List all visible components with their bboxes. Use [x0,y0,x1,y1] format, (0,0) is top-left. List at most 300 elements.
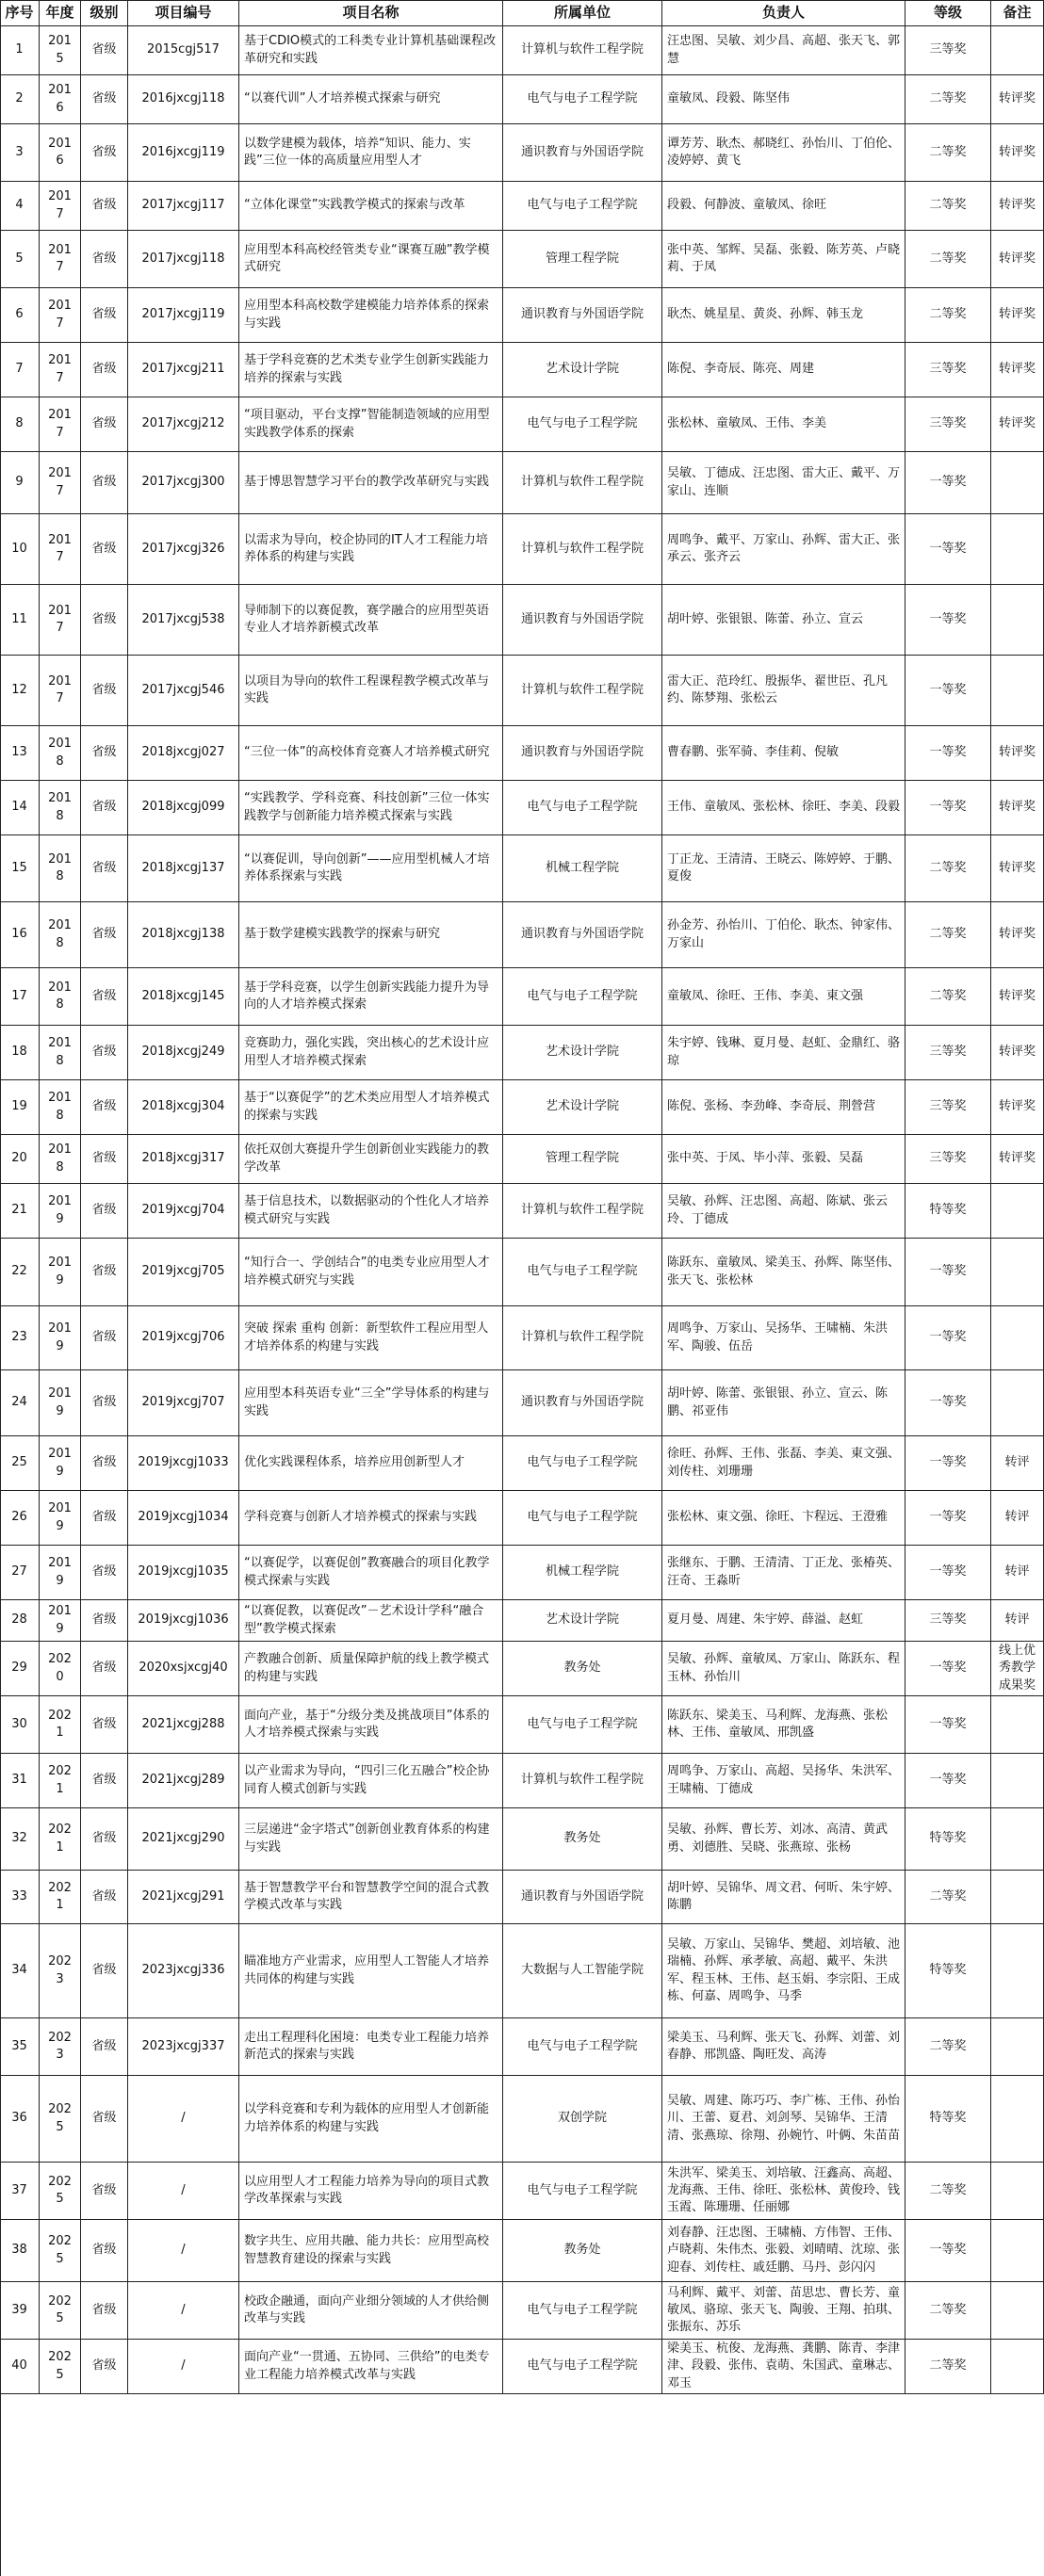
table-cell-project-name: 以数学建模为载体，培养“知识、能力、实践”三位一体的高质量应用型人才 [239,124,503,182]
table-cell-level: 省级 [81,1370,128,1436]
table-cell-award-grade: 特等奖 [905,2076,991,2163]
table-cell-level: 省级 [81,1026,128,1080]
table-cell-leaders: 吴敏、丁德成、汪忠图、雷大正、戴平、万家山、连顺 [662,452,905,514]
table-cell-project-name: 应用型本科英语专业“三全”学导体系的构建与实践 [239,1370,503,1436]
table-cell-department: 艺术设计学院 [503,1026,662,1080]
table-cell-leaders: 周鸣争、万家山、高超、吴扬华、朱洪军、王啸楠、丁德成 [662,1754,905,1808]
table-cell-project-code: 2019jxcgj1036 [128,1600,239,1642]
table-cell-year: 2016 [40,124,81,182]
table-cell-leaders: 张中英、邹辉、吴磊、张毅、陈芳英、卢晓莉、于凤 [662,231,905,288]
table-cell-year: 2018 [40,1135,81,1184]
table-cell-project-code: 2016jxcgj118 [128,75,239,124]
table-cell-department: 电气与电子工程学院 [503,781,662,835]
table-cell-department: 管理工程学院 [503,231,662,288]
table-cell-project-name: 以项目为导向的软件工程课程教学模式改革与实践 [239,656,503,726]
table-cell-project-name: 学科竞赛与创新人才培养模式的探索与实践 [239,1491,503,1546]
table-cell-year: 2025 [40,2163,81,2220]
table-cell-remarks [991,2340,1044,2394]
table-cell-remarks [991,656,1044,726]
table-cell-year: 2018 [40,835,81,902]
table-cell-remarks: 转评奖 [991,288,1044,343]
table-cell-project-name: “以赛促教，以赛促改”－艺术设计学科“融合型”教学模式探索 [239,1600,503,1642]
table-cell-leaders: 陈倪、张杨、李劲峰、李奇辰、荆營营 [662,1080,905,1135]
table-cell-department: 通识教育与外国语学院 [503,902,662,968]
table-cell-index: 40 [0,2340,40,2394]
table-cell-remarks: 转评奖 [991,397,1044,452]
table-cell-remarks: 转评奖 [991,781,1044,835]
table-cell-remarks: 转评奖 [991,835,1044,902]
table-cell-index: 34 [0,1924,40,2018]
table-cell-project-code: 2019jxcgj1034 [128,1491,239,1546]
table-cell-department: 电气与电子工程学院 [503,182,662,231]
table-cell-leaders: 周鸣争、戴平、万家山、孙辉、雷大正、张承云、张齐云 [662,514,905,585]
table-cell-department: 教务处 [503,1642,662,1696]
table-cell-project-code: 2018jxcgj027 [128,726,239,781]
table-cell-index: 28 [0,1600,40,1642]
table-cell-remarks: 转评奖 [991,726,1044,781]
table-cell-leaders: 徐旺、孙辉、王伟、张磊、李美、東文强、刘传柱、刘珊珊 [662,1436,905,1491]
table-cell-leaders: 耿杰、姚星星、黄炎、孙辉、韩玉龙 [662,288,905,343]
table-cell-project-name: 数字共生、应用共融、能力共长：应用型高校智慧教育建设的探索与实践 [239,2220,503,2282]
table-cell-project-code: 2021jxcgj291 [128,1871,239,1924]
table-cell-index: 9 [0,452,40,514]
table-cell-remarks [991,514,1044,585]
table-cell-project-name: “立体化课堂”实践教学模式的探索与改革 [239,182,503,231]
table-cell-leaders: 吴敏、孙辉、曹长芳、刘冰、高清、黄武勇、刘德胜、吴晓、张燕琼、张杨 [662,1808,905,1871]
table-cell-project-name: 以应用型人才工程能力培养为导向的项目式教学改革探索与实践 [239,2163,503,2220]
table-cell-index: 27 [0,1546,40,1600]
table-cell-project-name: 导师制下的以赛促教，赛学融合的应用型英语专业人才培养新模式改革 [239,585,503,656]
table-cell-leaders: 梁美玉、杭俊、龙海燕、龚鹏、陈青、李津津、段毅、张伟、袁萌、朱国武、童琳志、邓玉 [662,2340,905,2394]
table-cell-leaders: 段毅、何静波、童敏凤、徐旺 [662,182,905,231]
table-cell-year: 2025 [40,2220,81,2282]
table-cell-remarks: 转评奖 [991,124,1044,182]
table-cell-remarks [991,2076,1044,2163]
table-cell-remarks [991,1184,1044,1239]
table-cell-year: 2017 [40,231,81,288]
header-year: 年度 [40,0,81,26]
table-cell-department: 计算机与软件工程学院 [503,514,662,585]
table-cell-index: 3 [0,124,40,182]
table-cell-level: 省级 [81,182,128,231]
table-cell-department: 通识教育与外国语学院 [503,1871,662,1924]
table-cell-leaders: 吴敏、孙辉、童敏凤、万家山、陈跃东、程玉林、孙怡川 [662,1642,905,1696]
table-cell-department: 教务处 [503,1808,662,1871]
table-cell-department: 双创学院 [503,2076,662,2163]
table-cell-leaders: 张继东、于鹏、王清清、丁正龙、张椿英、汪奇、王淼昕 [662,1546,905,1600]
table-cell-level: 省级 [81,1436,128,1491]
table-cell-project-name: 基于数学建模实践教学的探索与研究 [239,902,503,968]
table-cell-project-name: 以学科竞赛和专利为载体的应用型人才创新能力培养体系的构建与实践 [239,2076,503,2163]
table-cell-project-name: “项目驱动，平台支撑”智能制造领域的应用型实践教学体系的探索 [239,397,503,452]
table-cell-year: 2019 [40,1600,81,1642]
table-cell-department: 电气与电子工程学院 [503,1696,662,1754]
table-cell-project-name: 基于CDIO模式的工科类专业计算机基础课程改革研究和实践 [239,26,503,75]
table-cell-project-name: 面向产业，基于“分级分类及挑战项目”体系的人才培养模式探索与实践 [239,1696,503,1754]
table-cell-level: 省级 [81,1239,128,1306]
table-cell-remarks [991,1754,1044,1808]
table-cell-remarks [991,2163,1044,2220]
table-cell-level: 省级 [81,1696,128,1754]
table-cell-year: 2017 [40,656,81,726]
table-cell-year: 2017 [40,343,81,397]
table-cell-leaders: 梁美玉、马利辉、张天飞、孙辉、刘蕾、刘春静、邢凯盛、陶旺发、高涛 [662,2018,905,2076]
table-cell-level: 省级 [81,902,128,968]
table-cell-project-code: 2017jxcgj546 [128,656,239,726]
table-cell-leaders: 夏月曼、周建、朱宇婷、薛溢、赵虹 [662,1600,905,1642]
table-cell-department: 电气与电子工程学院 [503,75,662,124]
table-cell-year: 2019 [40,1184,81,1239]
table-cell-index: 18 [0,1026,40,1080]
table-cell-year: 2025 [40,2282,81,2340]
table-cell-project-code: 2017jxcgj300 [128,452,239,514]
table-cell-department: 通识教育与外国语学院 [503,1370,662,1436]
table-cell-level: 省级 [81,397,128,452]
header-project-code: 项目编号 [128,0,239,26]
table-cell-award-grade: 三等奖 [905,1080,991,1135]
table-cell-remarks: 转评 [991,1546,1044,1600]
table-cell-award-grade: 一等奖 [905,1642,991,1696]
table-cell-leaders: 雷大正、范玲红、殷振华、翟世臣、孔凡约、陈梦翔、张松云 [662,656,905,726]
table-cell-leaders: 吴敏、周建、陈巧巧、李广栋、王伟、孙怡川、王蕾、夏君、刘剑琴、吴锦华、王清清、张燕琼、徐翔、孙婉竹、叶俩、朱苗苗 [662,2076,905,2163]
table-cell-remarks [991,2282,1044,2340]
table-cell-index: 19 [0,1080,40,1135]
table-cell-remarks: 转评奖 [991,182,1044,231]
table-cell-year: 2019 [40,1370,81,1436]
table-cell-index: 25 [0,1436,40,1491]
table-cell-department: 电气与电子工程学院 [503,2018,662,2076]
table-cell-project-name: 基于学科竞赛的艺术类专业学生创新实践能力培养的探索与实践 [239,343,503,397]
table-cell-year: 2025 [40,2076,81,2163]
table-cell-leaders: 张松林、東文强、徐旺、卞程远、王澄雅 [662,1491,905,1546]
table-cell-project-code: 2021jxcgj290 [128,1808,239,1871]
table-cell-index: 12 [0,656,40,726]
table-cell-project-name: 应用型本科高校经管类专业“课赛互融”教学模式研究 [239,231,503,288]
table-cell-remarks: 转评奖 [991,231,1044,288]
table-cell-year: 2018 [40,1080,81,1135]
table-cell-year: 2017 [40,397,81,452]
table-cell-award-grade: 二等奖 [905,2163,991,2220]
table-cell-remarks [991,26,1044,75]
table-cell-leaders: 周鸣争、万家山、吴扬华、王啸楠、朱洪军、陶骏、伍岳 [662,1306,905,1370]
table-cell-project-name: “三位一体”的高校体育竞赛人才培养模式研究 [239,726,503,781]
table-cell-year: 2021 [40,1808,81,1871]
table-cell-index: 31 [0,1754,40,1808]
table-cell-index: 17 [0,968,40,1026]
table-cell-remarks: 转评 [991,1436,1044,1491]
table-cell-department: 管理工程学院 [503,1135,662,1184]
header-project-name: 项目名称 [239,0,503,26]
table-cell-year: 2017 [40,514,81,585]
table-cell-project-name: 三层递进“金字塔式”创新创业教育体系的构建与实践 [239,1808,503,1871]
table-cell-year: 2021 [40,1871,81,1924]
table-cell-level: 省级 [81,124,128,182]
table-cell-index: 4 [0,182,40,231]
table-cell-award-grade: 二等奖 [905,902,991,968]
table-cell-year: 2019 [40,1436,81,1491]
table-cell-project-name: “以赛代训”人才培养模式探索与研究 [239,75,503,124]
table-cell-remarks: 转评奖 [991,902,1044,968]
table-cell-project-code: 2020xsjxcgj40 [128,1642,239,1696]
header-index: 序号 [0,0,40,26]
table-cell-index: 6 [0,288,40,343]
table-cell-level: 省级 [81,452,128,514]
table-cell-level: 省级 [81,1600,128,1642]
table-cell-leaders: 马利辉、戴平、刘蕾、苗思忠、曹长芳、童敏凤、骆琼、张天飞、陶骏、王翔、拍琪、张振东、苏乐 [662,2282,905,2340]
table-cell-year: 2019 [40,1239,81,1306]
table-cell-project-code: 2015cgj517 [128,26,239,75]
table-cell-level: 省级 [81,656,128,726]
table-cell-index: 30 [0,1696,40,1754]
table-cell-leaders: 曹春鹏、张军骑、李佳莉、倪敏 [662,726,905,781]
table-cell-remarks: 转评奖 [991,75,1044,124]
table-cell-award-grade: 二等奖 [905,288,991,343]
table-cell-award-grade: 一等奖 [905,2220,991,2282]
table-cell-award-grade: 二等奖 [905,124,991,182]
table-cell-index: 5 [0,231,40,288]
table-cell-project-name: 产教融合创新、质量保障护航的线上教学模式的构建与实践 [239,1642,503,1696]
table-cell-department: 艺术设计学院 [503,1600,662,1642]
table-cell-index: 13 [0,726,40,781]
table-cell-award-grade: 三等奖 [905,343,991,397]
table-cell-level: 省级 [81,1924,128,2018]
table-cell-index: 32 [0,1808,40,1871]
table-cell-project-code: 2019jxcgj704 [128,1184,239,1239]
table-cell-award-grade: 一等奖 [905,514,991,585]
table-cell-level: 省级 [81,1306,128,1370]
table-cell-award-grade: 一等奖 [905,1546,991,1600]
table-cell-leaders: 丁正龙、王清清、王晓云、陈婷婷、于鹏、夏俊 [662,835,905,902]
table-cell-index: 7 [0,343,40,397]
table-cell-department: 计算机与软件工程学院 [503,26,662,75]
table-cell-department: 计算机与软件工程学院 [503,1754,662,1808]
table-cell-remarks: 转评奖 [991,968,1044,1026]
table-cell-department: 通识教育与外国语学院 [503,726,662,781]
table-cell-project-code: 2019jxcgj1035 [128,1546,239,1600]
table-cell-remarks [991,1871,1044,1924]
table-cell-leaders: 胡叶婷、吴锦华、周文君、何昕、朱宇婷、陈鹏 [662,1871,905,1924]
table-cell-leaders: 吴敏、孙辉、汪忠图、高超、陈斌、张云玲、丁德成 [662,1184,905,1239]
table-cell-award-grade: 二等奖 [905,835,991,902]
table-cell-award-grade: 一等奖 [905,585,991,656]
table-cell-level: 省级 [81,1871,128,1924]
table-cell-index: 36 [0,2076,40,2163]
table-cell-department: 通识教育与外国语学院 [503,124,662,182]
table-cell-remarks [991,1808,1044,1871]
table-cell-project-name: 基于博思智慧学习平台的教学改革研究与实践 [239,452,503,514]
table-cell-project-code: 2018jxcgj304 [128,1080,239,1135]
table-cell-leaders: 童敏凤、徐旺、王伟、李美、東文强 [662,968,905,1026]
table-cell-project-code: 2018jxcgj137 [128,835,239,902]
table-cell-remarks [991,585,1044,656]
table-cell-level: 省级 [81,2076,128,2163]
table-cell-remarks: 转评奖 [991,1080,1044,1135]
table-cell-leaders: 陈跃东、梁美玉、马利辉、龙海燕、张松林、王伟、童敏凤、邢凯盛 [662,1696,905,1754]
table-cell-project-code: 2017jxcgj119 [128,288,239,343]
table-cell-project-code: 2019jxcgj707 [128,1370,239,1436]
table-cell-level: 省级 [81,2220,128,2282]
table-cell-project-name: 基于信息技术，以数据驱动的个性化人才培养模式研究与实践 [239,1184,503,1239]
table-cell-remarks [991,1696,1044,1754]
table-cell-leaders: 吴敏、万家山、吴锦华、樊超、刘培敏、池瑞楠、孙辉、承孝敏、高超、戴平、朱洪军、程玉林、王伟、赵玉娟、李宗阳、王成栋、何嘉、周鸣争、马季 [662,1924,905,2018]
table-cell-year: 2018 [40,968,81,1026]
table-cell-level: 省级 [81,1135,128,1184]
header-leaders: 负责人 [662,0,905,26]
table-cell-level: 省级 [81,2282,128,2340]
table-cell-index: 23 [0,1306,40,1370]
table-cell-level: 省级 [81,781,128,835]
table-cell-level: 省级 [81,288,128,343]
table-cell-department: 艺术设计学院 [503,1080,662,1135]
table-cell-project-code: 2023jxcgj336 [128,1924,239,2018]
table-cell-level: 省级 [81,514,128,585]
table-cell-project-name: 基于智慧教学平台和智慧教学空间的混合式教学模式改革与实践 [239,1871,503,1924]
table-cell-award-grade: 一等奖 [905,656,991,726]
table-cell-year: 2023 [40,2018,81,2076]
table-cell-department: 通识教育与外国语学院 [503,288,662,343]
table-cell-project-name: 走出工程理科化困境：电类专业工程能力培养新范式的探索与实践 [239,2018,503,2076]
table-cell-award-grade: 二等奖 [905,182,991,231]
table-cell-project-code: 2018jxcgj099 [128,781,239,835]
table-cell-leaders: 张中英、于凤、毕小萍、张毅、吴磊 [662,1135,905,1184]
table-cell-year: 2017 [40,288,81,343]
table-cell-leaders: 胡叶婷、张银银、陈蕾、孙立、宣云 [662,585,905,656]
table-cell-index: 29 [0,1642,40,1696]
table-cell-index: 11 [0,585,40,656]
table-cell-award-grade: 一等奖 [905,1306,991,1370]
table-cell-leaders: 汪忠图、吴敏、刘少昌、高超、张天飞、郭慧 [662,26,905,75]
table-cell-level: 省级 [81,835,128,902]
table-cell-award-grade: 二等奖 [905,2282,991,2340]
table-cell-award-grade: 特等奖 [905,1924,991,2018]
table-cell-year: 2017 [40,182,81,231]
table-cell-award-grade: 二等奖 [905,231,991,288]
table-cell-department: 教务处 [503,2220,662,2282]
table-cell-department: 电气与电子工程学院 [503,968,662,1026]
table-cell-leaders: 陈倪、李奇辰、陈亮、周建 [662,343,905,397]
table-cell-level: 省级 [81,968,128,1026]
table-cell-remarks: 线上优秀教学成果奖 [991,1642,1044,1696]
table-cell-remarks: 转评奖 [991,343,1044,397]
table-cell-project-code: 2021jxcgj288 [128,1696,239,1754]
table-cell-award-grade: 一等奖 [905,1436,991,1491]
table-cell-project-name: 校政企融通，面向产业细分领域的人才供给侧改革与实践 [239,2282,503,2340]
table-cell-remarks: 转评 [991,1491,1044,1546]
table-cell-level: 省级 [81,726,128,781]
table-cell-project-name: 基于学科竞赛，以学生创新实践能力提升为导向的人才培养模式探索 [239,968,503,1026]
table-cell-project-code: 2017jxcgj212 [128,397,239,452]
table-cell-department: 电气与电子工程学院 [503,2282,662,2340]
table-cell-index: 35 [0,2018,40,2076]
table-cell-index: 39 [0,2282,40,2340]
table-cell-project-code: / [128,2076,239,2163]
table-cell-remarks [991,2018,1044,2076]
table-cell-award-grade: 三等奖 [905,1135,991,1184]
table-cell-project-name: 优化实践课程体系，培养应用创新型人才 [239,1436,503,1491]
table-cell-index: 8 [0,397,40,452]
table-cell-award-grade: 二等奖 [905,2340,991,2394]
table-cell-level: 省级 [81,2340,128,2394]
table-cell-index: 38 [0,2220,40,2282]
table-cell-year: 2025 [40,2340,81,2394]
table-cell-level: 省级 [81,2018,128,2076]
table-cell-project-code: 2019jxcgj706 [128,1306,239,1370]
table-cell-department: 计算机与软件工程学院 [503,656,662,726]
table-cell-index: 24 [0,1370,40,1436]
table-cell-remarks: 转评奖 [991,1026,1044,1080]
table-cell-department: 计算机与软件工程学院 [503,452,662,514]
table-cell-project-code: 2017jxcgj117 [128,182,239,231]
table-cell-project-code: 2018jxcgj138 [128,902,239,968]
table-cell-award-grade: 一等奖 [905,1491,991,1546]
table-cell-year: 2015 [40,26,81,75]
table-cell-department: 电气与电子工程学院 [503,397,662,452]
table-cell-index: 15 [0,835,40,902]
table-cell-award-grade: 一等奖 [905,1696,991,1754]
table-cell-index: 10 [0,514,40,585]
table-cell-award-grade: 一等奖 [905,1754,991,1808]
table-cell-year: 2019 [40,1491,81,1546]
table-cell-leaders: 刘春静、汪忠图、王啸楠、方伟智、王伟、卢晓莉、朱伟杰、张毅、刘晴晴、沈琼、张迎春、刘传柱、戚廷鹏、马丹、彭闪闪 [662,2220,905,2282]
table-cell-project-code: 2018jxcgj317 [128,1135,239,1184]
table-cell-award-grade: 二等奖 [905,75,991,124]
table-cell-year: 2017 [40,585,81,656]
table-cell-project-name: 依托双创大赛提升学生创新创业实践能力的教学改革 [239,1135,503,1184]
table-cell-level: 省级 [81,75,128,124]
table-cell-leaders: 孙金芳、孙怡川、丁伯伦、耿杰、钟家伟、万家山 [662,902,905,968]
table-cell-project-code: / [128,2220,239,2282]
table-cell-level: 省级 [81,1642,128,1696]
table-cell-index: 14 [0,781,40,835]
table-cell-level: 省级 [81,1184,128,1239]
table-cell-project-name: 应用型本科高校数学建模能力培养体系的探索与实践 [239,288,503,343]
table-cell-department: 艺术设计学院 [503,343,662,397]
table-cell-level: 省级 [81,26,128,75]
table-cell-project-code: 2019jxcgj705 [128,1239,239,1306]
table-cell-project-code: / [128,2340,239,2394]
table-cell-year: 2018 [40,1026,81,1080]
table-cell-project-code: / [128,2282,239,2340]
table-cell-remarks [991,2220,1044,2282]
table-cell-project-name: 以产业需求为导向，“四引三化五融合”校企协同育人模式创新与实践 [239,1754,503,1808]
table-cell-award-grade: 一等奖 [905,1239,991,1306]
table-cell-project-name: “知行合一、学创结合”的电类专业应用型人才培养模式研究与实践 [239,1239,503,1306]
table-cell-project-code: 2016jxcgj119 [128,124,239,182]
table-cell-index: 2 [0,75,40,124]
table-cell-remarks [991,452,1044,514]
table-cell-award-grade: 二等奖 [905,1871,991,1924]
table-cell-remarks: 转评 [991,1600,1044,1642]
table-cell-level: 省级 [81,585,128,656]
table-cell-project-code: 2017jxcgj538 [128,585,239,656]
table-cell-level: 省级 [81,1080,128,1135]
table-cell-project-code: 2018jxcgj145 [128,968,239,1026]
table-cell-leaders: 胡叶婷、陈蕾、张银银、孙立、宣云、陈鹏、祁亚伟 [662,1370,905,1436]
table-cell-award-grade: 二等奖 [905,2018,991,2076]
table-cell-leaders: 张松林、童敏凤、王伟、李美 [662,397,905,452]
table-cell-year: 2018 [40,726,81,781]
table-cell-department: 大数据与人工智能学院 [503,1924,662,2018]
table-cell-project-name: “以赛促训，导向创新”——应用型机械人才培养体系探索与实践 [239,835,503,902]
header-remarks: 备注 [991,0,1044,26]
table-cell-year: 2018 [40,781,81,835]
table-cell-award-grade: 三等奖 [905,1026,991,1080]
table-cell-index: 26 [0,1491,40,1546]
table-cell-project-code: 2017jxcgj326 [128,514,239,585]
table-cell-project-name: 基于“以赛促学”的艺术类应用型人才培养模式的探索与实践 [239,1080,503,1135]
table-cell-department: 电气与电子工程学院 [503,1436,662,1491]
table-cell-index: 16 [0,902,40,968]
